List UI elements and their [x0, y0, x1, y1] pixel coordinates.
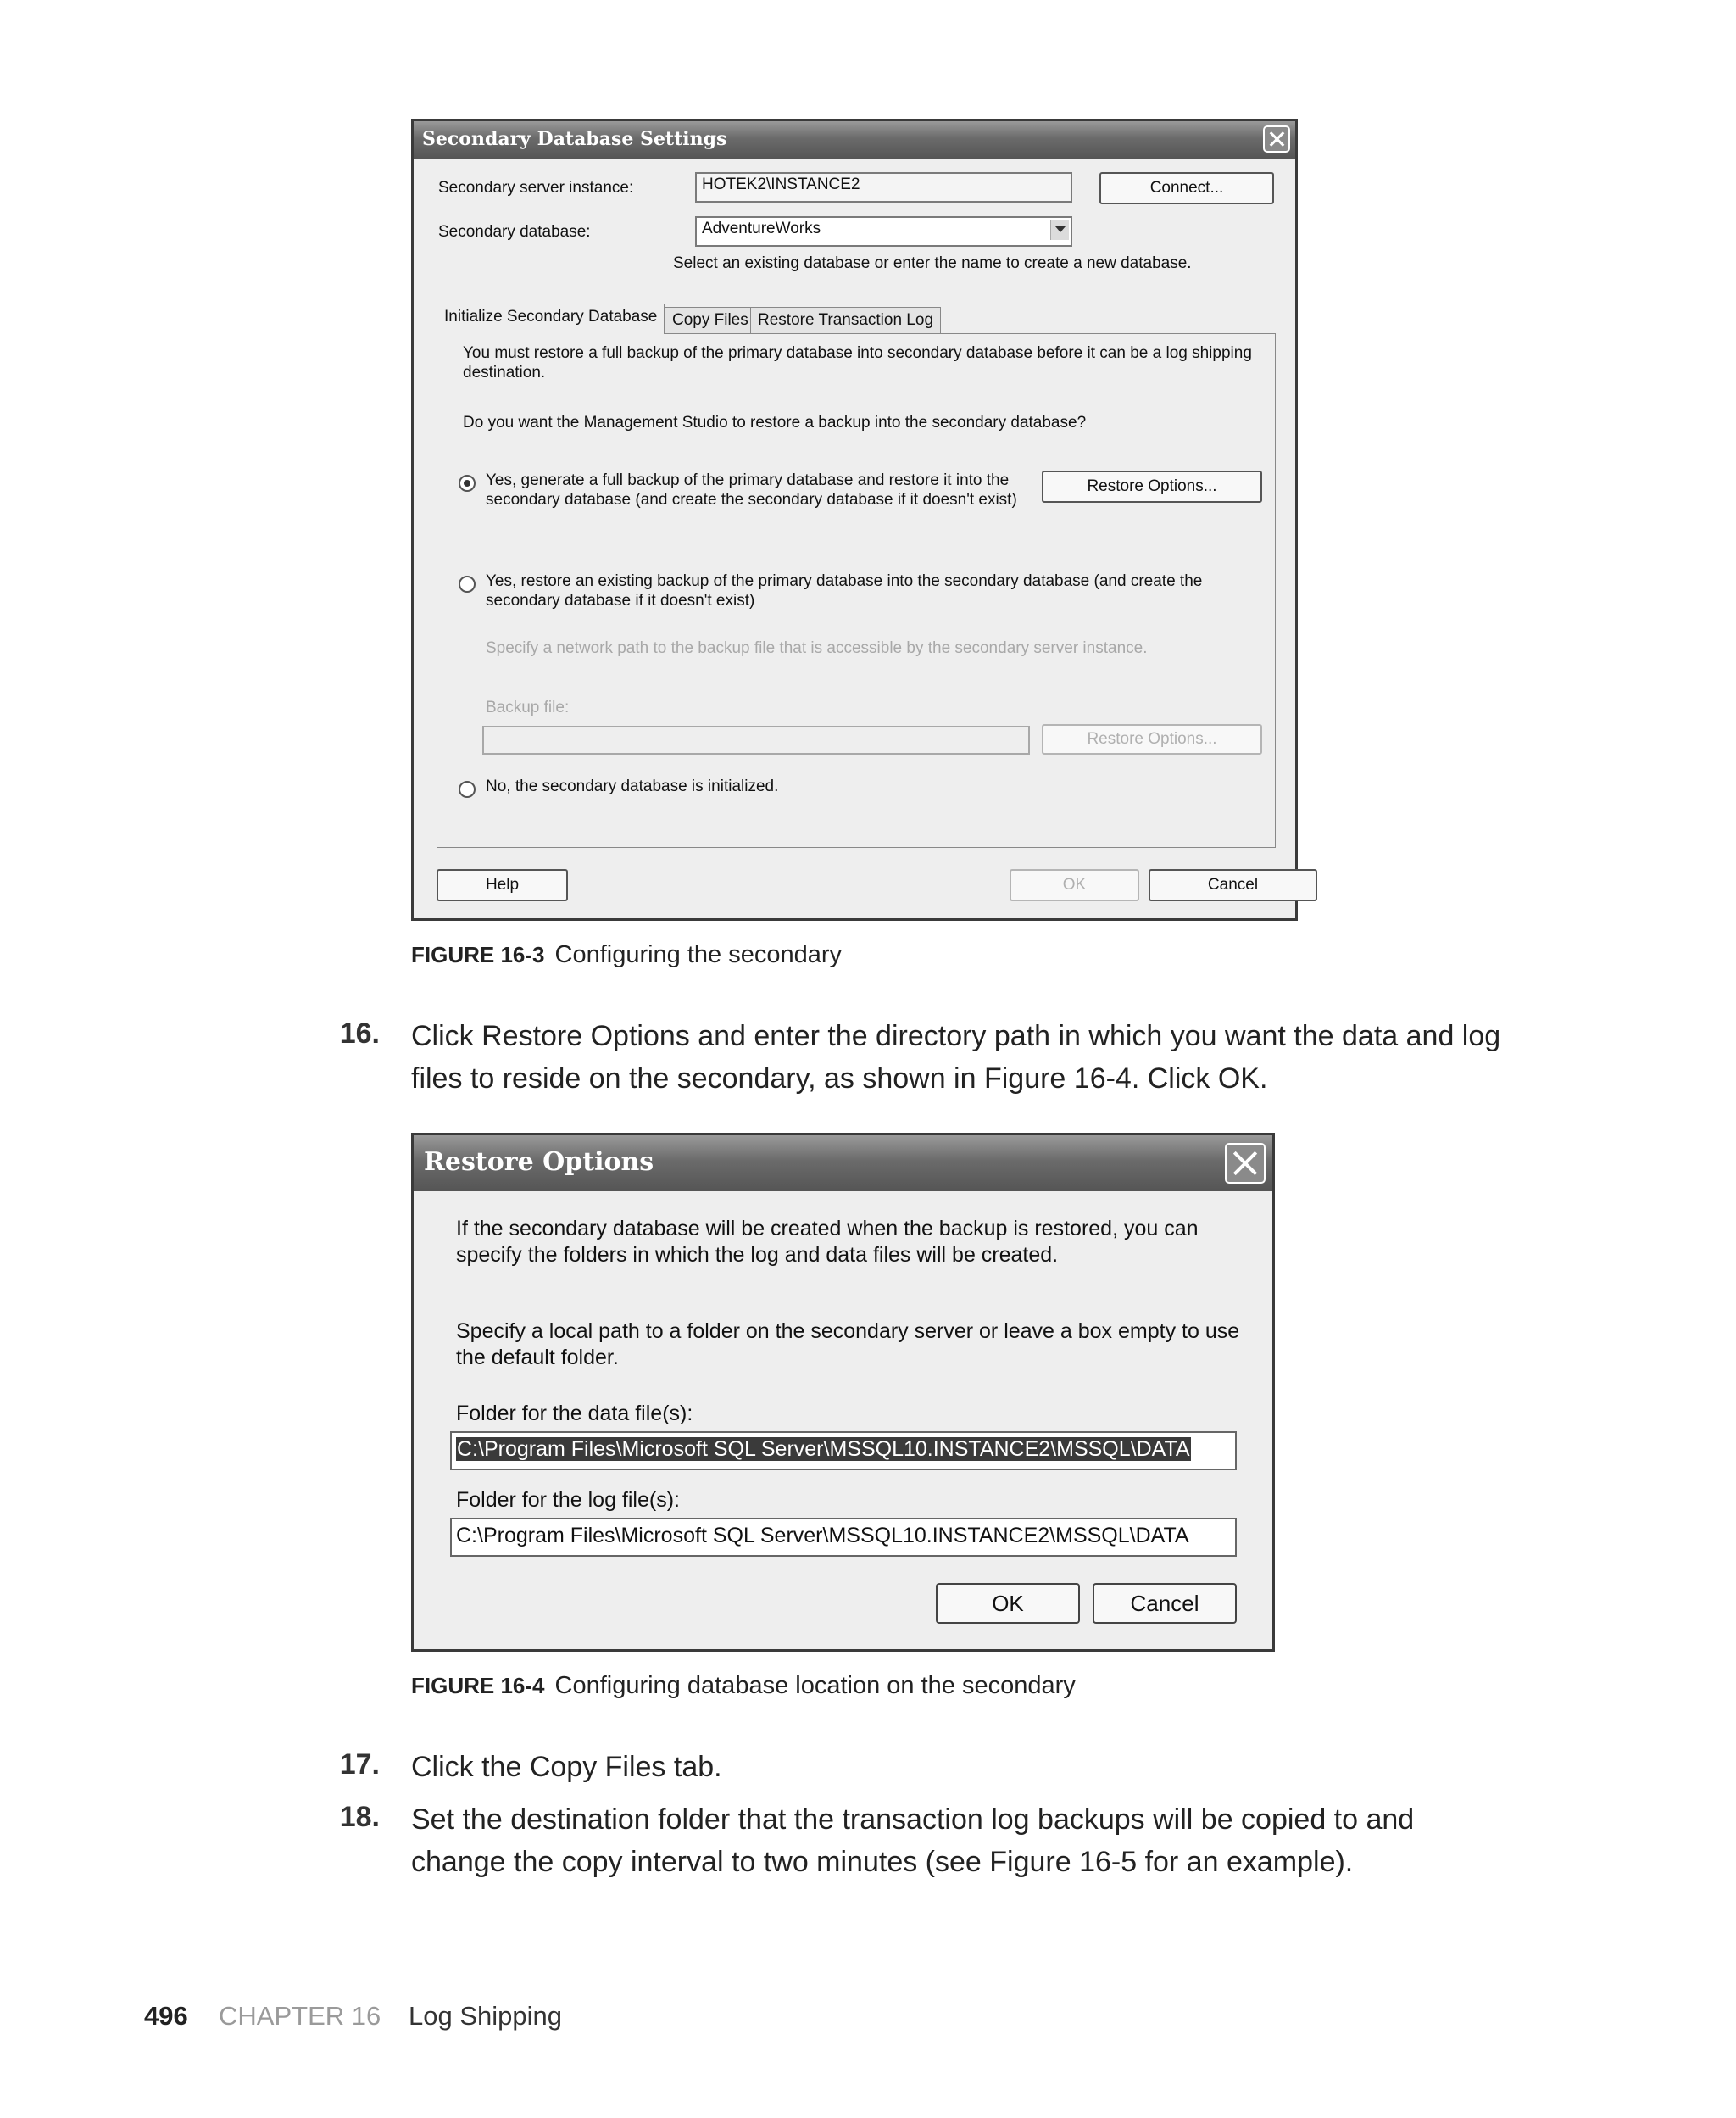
figure-number: FIGURE 16-4: [411, 1673, 545, 1698]
ok-button[interactable]: OK: [936, 1583, 1080, 1624]
page-number: 496: [144, 2001, 188, 2031]
figure-caption-text: Configuring database location on the secondary: [554, 1672, 1076, 1699]
radio-secondary-initialized[interactable]: [459, 781, 476, 798]
step-number-16: 16.: [339, 1017, 380, 1050]
footer-chapter: CHAPTER 16: [219, 2001, 381, 2031]
radio-restore-existing-backup[interactable]: [459, 576, 476, 593]
restore-question: Do you want the Management Studio to restore a backup into the secondary database?: [463, 414, 1087, 432]
step-18-text: [411, 1798, 1555, 1883]
info-para1-line2: specify the folders in which the log and data files will be created.: [456, 1243, 1059, 1267]
step-17-text: Click the Copy Files tab.: [411, 1751, 722, 1783]
secondary-database-settings-dialog: [411, 119, 1298, 921]
step-18-line2: change the copy interval to two minutes (see Figure 16-5 for an example).: [411, 1846, 1354, 1878]
log-folder-input[interactable]: C:\Program Files\Microsoft SQL Server\MSSQL10.INSTANCE2\MSSQL\DATA: [450, 1518, 1237, 1557]
intro-text-line2: destination.: [463, 364, 546, 382]
option3-label: No, the secondary database is initialized.: [486, 778, 779, 795]
cancel-button[interactable]: Cancel: [1149, 869, 1317, 901]
close-icon[interactable]: [1225, 1143, 1266, 1184]
figure-caption-16-3: [411, 941, 842, 969]
backup-file-label: Backup file:: [486, 699, 570, 716]
server-label: Secondary server instance:: [438, 179, 634, 197]
data-folder-label: Folder for the data file(s):: [456, 1402, 693, 1425]
footer-title: Log Shipping: [409, 2001, 562, 2031]
database-combobox[interactable]: [695, 216, 1072, 247]
option1-line2: secondary database (and create the secondary database if it doesn't exist): [486, 491, 1017, 509]
ok-button-disabled[interactable]: OK: [1010, 869, 1139, 901]
step-16-text: [411, 1015, 1555, 1100]
tab-restore-transaction-log[interactable]: Restore Transaction Log: [750, 307, 941, 334]
figure-caption-text: Configuring the secondary: [554, 941, 843, 968]
info-para2-line1: Specify a local path to a folder on the secondary server or leave a box empty to use: [456, 1319, 1240, 1343]
backup-file-input[interactable]: [482, 726, 1030, 755]
connect-button[interactable]: Connect...: [1099, 172, 1274, 204]
figure-number: FIGURE 16-3: [411, 942, 545, 967]
tab-initialize-secondary-database[interactable]: Initialize Secondary Database: [437, 304, 665, 334]
close-icon[interactable]: [1263, 125, 1290, 153]
option2-line1: Yes, restore an existing backup of the primary database into the secondary database (and create the: [486, 572, 1203, 590]
info-paragraph-1: [456, 1216, 1199, 1268]
cancel-button[interactable]: Cancel: [1093, 1583, 1237, 1624]
server-instance-field[interactable]: HOTEK2\INSTANCE2: [695, 172, 1072, 203]
restore-options-button-disabled[interactable]: Restore Options...: [1042, 724, 1262, 755]
radio-generate-full-backup[interactable]: [459, 475, 476, 492]
figure-caption-16-4: [411, 1672, 1076, 1700]
option1-line1: Yes, generate a full backup of the primary database and restore it into the: [486, 471, 1010, 489]
restore-options-button[interactable]: Restore Options...: [1042, 471, 1262, 503]
step-16-line1: Click Restore Options and enter the directory path in which you want the data and log: [411, 1020, 1501, 1052]
database-hint: Select an existing database or enter the name to create a new database.: [673, 254, 1192, 272]
network-path-hint: Specify a network path to the backup file that is accessible by the secondary server instance.: [486, 639, 1148, 657]
step-number-18: 18.: [339, 1801, 380, 1833]
data-folder-input[interactable]: [450, 1431, 1237, 1470]
tab-copy-files[interactable]: Copy Files: [665, 307, 756, 334]
log-folder-label: Folder for the log file(s):: [456, 1488, 680, 1512]
step-18-line1: Set the destination folder that the transaction log backups will be copied to and: [411, 1803, 1415, 1836]
dialog-titlebar: [414, 121, 1295, 159]
tab-panel: [437, 333, 1276, 848]
dialog-title: Secondary Database Settings: [422, 128, 727, 150]
database-label: Secondary database:: [438, 223, 591, 241]
database-value: AdventureWorks: [702, 220, 821, 237]
info-para2-line2: the default folder.: [456, 1346, 619, 1369]
help-button[interactable]: Help: [437, 869, 568, 901]
dialog-titlebar: [414, 1135, 1272, 1191]
option2-line2: secondary database if it doesn't exist): [486, 592, 755, 610]
dialog-title: Restore Options: [424, 1147, 654, 1177]
info-paragraph-2: [456, 1318, 1239, 1371]
data-folder-value: C:\Program Files\Microsoft SQL Server\MSSQL10.INSTANCE2\MSSQL\DATA: [457, 1437, 1190, 1461]
step-number-17: 17.: [339, 1748, 380, 1781]
chevron-down-icon[interactable]: [1050, 220, 1069, 240]
intro-text-line1: You must restore a full backup of the primary database into secondary database before it can be a log shipping: [463, 344, 1252, 362]
step-16-line2: files to reside on the secondary, as shown in Figure 16-4. Click OK.: [411, 1062, 1268, 1095]
info-para1-line1: If the secondary database will be created when the backup is restored, you can: [456, 1217, 1199, 1240]
restore-options-dialog: [411, 1133, 1275, 1652]
